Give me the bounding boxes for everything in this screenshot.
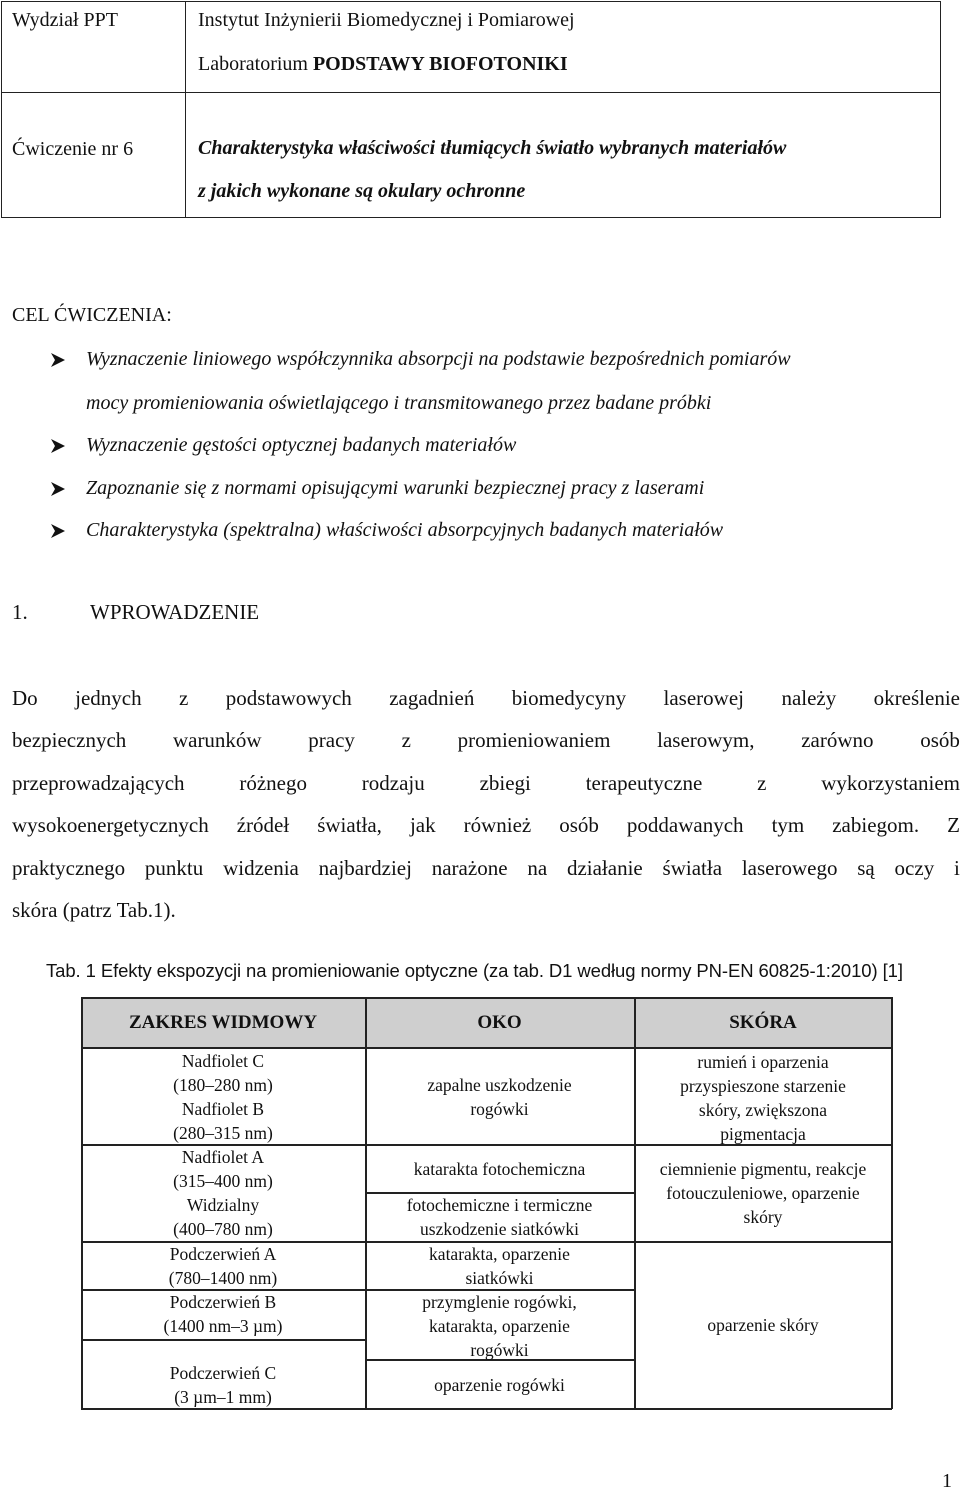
paragraph-word: na xyxy=(527,856,548,880)
row-divider xyxy=(81,1339,365,1341)
paragraph-line xyxy=(12,856,960,880)
eye-effect-text: katarakta, oparzenie xyxy=(429,1244,570,1264)
paragraph-word: jak xyxy=(409,813,436,837)
paragraph-word: najbardziej xyxy=(318,856,412,880)
range-cell xyxy=(81,1049,365,1097)
eye-effect-text: rogówki xyxy=(470,1340,529,1360)
aim-item: Wyznaczenie liniowego współczynnika absorpcji na podstawie bezpośrednich pomiarów xyxy=(86,348,791,370)
paragraph-word: laserowej xyxy=(663,686,744,710)
range-cell xyxy=(81,1242,365,1290)
paragraph-word: oczy xyxy=(894,856,935,880)
range-name: Nadfiolet B xyxy=(181,1099,265,1119)
paragraph-word: podstawowych xyxy=(225,686,352,710)
column-header-spectral-range: ZAKRES WIDMOWY xyxy=(128,1012,318,1033)
paragraph-word: praktycznego xyxy=(12,856,126,880)
paragraph-word: różnego xyxy=(239,771,307,795)
skin-effect-text: ciemnienie pigmentu, reakcje xyxy=(659,1159,867,1179)
paragraph-word: rodzaju xyxy=(361,771,425,795)
lab-prefix: Laboratorium xyxy=(198,53,313,75)
aim-item: Wyznaczenie gęstości optycznej badanych materiałów xyxy=(86,434,517,456)
eye-effect-text: fotochemiczne i termiczne xyxy=(406,1195,593,1215)
range-name: Podczerwień B xyxy=(169,1292,277,1312)
paragraph-word: należy xyxy=(781,686,837,710)
paragraph-word: określenie xyxy=(873,686,960,710)
skin-effect-cell xyxy=(634,1050,892,1146)
paragraph-line xyxy=(12,686,960,710)
row-divider xyxy=(365,1144,634,1146)
range-name: Nadfiolet C xyxy=(181,1051,265,1071)
paragraph-line xyxy=(12,728,960,752)
skin-effect-cell xyxy=(634,1157,892,1229)
paragraph-word: poddawanych xyxy=(626,813,744,837)
skin-effect-text: skóry xyxy=(743,1207,783,1227)
table-caption: Tab. 1 Efekty ekspozycji na promieniowanie optyczne (za tab. D1 według normy PN-EN 60825-1:2010) [1] xyxy=(46,960,903,981)
column-header-eye: OKO xyxy=(477,1012,522,1033)
paragraph-word: bezpiecznych xyxy=(12,728,127,752)
paragraph-word: laserowym, xyxy=(657,728,755,752)
paragraph-word: widzenia xyxy=(223,856,299,880)
paragraph-word: biomedycyny xyxy=(511,686,627,710)
paragraph-word: światła, xyxy=(317,813,382,837)
paragraph-word: terapeutyczne xyxy=(585,771,703,795)
paragraph-word: zabiegom. xyxy=(832,813,920,837)
faculty-name: Wydział PPT xyxy=(12,9,119,31)
range-cell xyxy=(81,1145,365,1193)
skin-effect-text: oparzenie skóry xyxy=(707,1315,819,1335)
paragraph-word: jednych xyxy=(75,686,142,710)
paragraph-word: wykorzystaniem xyxy=(821,771,960,795)
range-wavelength: (400–780 nm) xyxy=(173,1219,273,1239)
section-number: 1. xyxy=(12,600,28,624)
range-wavelength: (180–280 nm) xyxy=(173,1075,273,1095)
paragraph-word: i xyxy=(954,856,960,880)
paragraph-word: osób xyxy=(559,813,599,837)
section-heading xyxy=(12,600,259,625)
skin-effect-text: skóry, zwiększona xyxy=(698,1100,828,1120)
exercise-title-line-1: Charakterystyka właściwości tłumiących światło wybranych materiałów xyxy=(198,137,787,159)
eye-effect-text: zapalne uszkodzenie xyxy=(427,1075,572,1095)
eye-effect-cell xyxy=(365,1193,634,1241)
aim-item: Charakterystyka (spektralna) właściwości absorpcyjnych badanych materiałów xyxy=(86,519,724,541)
paragraph-word: również xyxy=(463,813,532,837)
paragraph-line xyxy=(12,771,960,795)
effects-table xyxy=(81,997,892,1409)
arrow-bullet-icon xyxy=(50,352,66,368)
range-wavelength: (3 µm–1 mm) xyxy=(174,1387,272,1407)
paragraph-word: działanie xyxy=(566,856,643,880)
range-name: Podczerwień C xyxy=(169,1363,277,1383)
paragraph-word: wysokoenergetycznych xyxy=(12,813,209,837)
paragraph-word: przeprowadzających xyxy=(12,771,185,795)
paragraph-line xyxy=(12,813,960,837)
paragraph-word: osób xyxy=(920,728,960,752)
table-border-top xyxy=(81,997,892,999)
column-header-skin: SKÓRA xyxy=(729,1012,797,1033)
eye-effect-text: oparzenie rogówki xyxy=(434,1375,565,1395)
paragraph-word: źródeł xyxy=(236,813,290,837)
eye-effect-text: katarakta fotochemiczna xyxy=(413,1159,586,1179)
paragraph-word: warunków xyxy=(172,728,262,752)
range-cell xyxy=(81,1097,365,1145)
skin-effect-text: pigmentacja xyxy=(720,1124,806,1144)
aim-item: Zapoznanie się z normami opisującymi warunki bezpiecznej pracy z laserami xyxy=(86,477,705,499)
eye-effect-cell xyxy=(365,1157,634,1181)
paragraph-word: tym xyxy=(771,813,805,837)
paragraph-word: są xyxy=(857,856,875,880)
skin-effect-text: rumień i oparzenia xyxy=(697,1052,829,1072)
range-name: Nadfiolet A xyxy=(181,1147,265,1167)
paragraph-word: laserowego xyxy=(741,856,838,880)
eye-effect-text: katarakta, oparzenie xyxy=(429,1316,570,1336)
range-cell xyxy=(81,1193,365,1241)
paragraph-word: promieniowaniem xyxy=(457,728,611,752)
range-cell xyxy=(81,1361,365,1409)
paragraph-word: narażone xyxy=(431,856,508,880)
row-divider xyxy=(634,1241,892,1243)
skin-effect-cell xyxy=(634,1313,892,1337)
intro-paragraph xyxy=(12,686,960,926)
paragraph-word: z xyxy=(757,771,767,795)
header-divider-horizontal xyxy=(2,92,940,93)
paragraph-word: zbiegi xyxy=(479,771,531,795)
aims-heading: CEL ĆWICZENIA: xyxy=(12,304,172,326)
eye-effect-text: siatkówki xyxy=(465,1268,534,1288)
range-wavelength: (315–400 nm) xyxy=(173,1171,273,1191)
eye-effect-text: przymglenie rogówki, xyxy=(422,1292,577,1312)
range-wavelength: (780–1400 nm) xyxy=(168,1268,278,1288)
exercise-title-line-2: z jakich wykonane są okulary ochronne xyxy=(198,180,526,202)
header-table xyxy=(1,1,941,218)
exercise-number: Ćwiczenie nr 6 xyxy=(12,138,134,160)
paragraph-word: z xyxy=(179,686,189,710)
arrow-bullet-icon xyxy=(50,481,66,497)
page-number: 1 xyxy=(942,1470,952,1492)
range-wavelength: (1400 nm–3 µm) xyxy=(163,1316,283,1336)
range-name: Podczerwień A xyxy=(169,1244,277,1264)
range-name: Widzialny xyxy=(186,1195,260,1215)
range-wavelength: (280–315 nm) xyxy=(173,1123,273,1143)
arrow-bullet-icon xyxy=(50,523,66,539)
paragraph-word: Z xyxy=(947,813,960,837)
eye-effect-text: uszkodzenie siatkówki xyxy=(420,1219,579,1239)
eye-effect-cell xyxy=(365,1373,634,1397)
lab-title: PODSTAWY BIOFOTONIKI xyxy=(312,53,568,75)
eye-effect-text: rogówki xyxy=(470,1099,529,1119)
aim-item-continuation: mocy promieniowania oświetlającego i transmitowanego przez badane próbki xyxy=(86,392,712,414)
paragraph-word: zagadnień xyxy=(389,686,475,710)
eye-effect-cell xyxy=(365,1242,634,1290)
skin-effect-text: przyspieszone starzenie xyxy=(680,1076,846,1096)
section-title: WPROWADZENIE xyxy=(90,600,260,624)
laboratory-name xyxy=(198,52,568,76)
paragraph-last-line: skóra (patrz Tab.1). xyxy=(12,898,176,922)
header-divider-vertical xyxy=(185,2,186,217)
paragraph-word: punktu xyxy=(144,856,204,880)
arrow-bullet-icon xyxy=(50,438,66,454)
paragraph-word: zarówno xyxy=(801,728,874,752)
eye-effect-cell xyxy=(365,1290,634,1362)
institute-name: Instytut Inżynierii Biomedycznej i Pomiarowej xyxy=(198,9,575,31)
paragraph-word: z xyxy=(401,728,411,752)
range-cell xyxy=(81,1290,365,1338)
eye-effect-cell xyxy=(365,1073,634,1121)
paragraph-word: pracy xyxy=(308,728,355,752)
paragraph-word: Do xyxy=(12,686,38,710)
paragraph-word: światła xyxy=(662,856,723,880)
skin-effect-text: fotouczuleniowe, oparzenie xyxy=(666,1183,860,1203)
